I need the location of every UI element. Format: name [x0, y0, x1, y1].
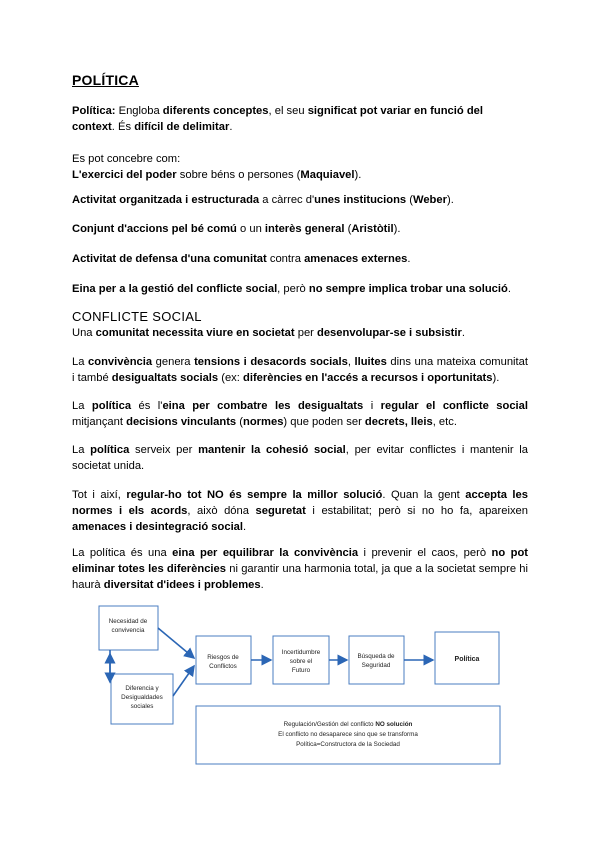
box3-line2: Conflictos [209, 663, 237, 670]
paragraph-balance: La política és una eina per equilibrar la convivència i prevenir el caos, però no pot eliminar totes les diferències ni garantir una harmonia total, ja que a la societat sempre hi haurà diversitat d'idees i problemes. [72, 547, 529, 591]
paragraph-exercise-of-power: Es pot concebre com: L'exercici del poder sobre béns o persones (Maquiavel). [72, 153, 362, 181]
paragraph-regulation: Tot i així, regular-ho tot NO és sempre la millor solució. Quan la gent accepta les normes i els acords, això dóna seguretat i estabilitat; però si no ho fa, apareixen amenaces i desintegració social. [72, 489, 528, 533]
box2-line1: Diferencia y [125, 685, 159, 692]
paragraph-definition: Política: Engloba diferents conceptes, el seu significat pot variar en funció del context. És difícil de delimitar. [72, 105, 483, 133]
summary-line1: Regulación/Gestión del conflicto NO solución [283, 721, 413, 728]
paragraph-organized-activity: Activitat organitzada i estructurada a càrrec d'unes institucions (Weber). [72, 194, 454, 206]
paragraph-coexistence: La convivència genera tensions i desacords socials, lluites dins una mateixa comunitat i també desigualtats socials (ex: diferències en l'accés a recursos i oportunitats). [72, 356, 528, 384]
box1-line1: Necesidad de [108, 618, 148, 625]
summary-line2: El conflicto no desaparece sino que se transforma [278, 731, 418, 738]
box6-label: Política [454, 656, 480, 663]
box5-line2: Seguridad [361, 662, 391, 669]
arrow-need-to-risks [158, 628, 194, 658]
paragraph-social-cohesion: La política serveix per mantenir la cohesió social, per evitar conflictes i mantenir la societat unida. [72, 444, 528, 472]
paragraph-defense: Activitat de defensa d'una comunitat contra amenaces externes. [72, 253, 411, 265]
page-title: POLÍTICA [72, 72, 139, 88]
paragraph-conflict-management: Eina per a la gestió del conflicte social, però no sempre implica trobar una solució. [72, 283, 511, 295]
paragraph-common-good: Conjunt d'accions pel bé comú o un interès general (Aristòtil). [72, 223, 401, 235]
box1-line2: convivencia [111, 627, 145, 634]
box-security-search [349, 636, 404, 684]
box4-line1: Incertidumbre [281, 649, 321, 656]
section-heading-conflicte-social: CONFLICTE SOCIAL [72, 309, 202, 324]
arrow-inequalities-to-risks [173, 666, 194, 696]
paragraph-community: Una comunitat necessita viure en societat per desenvolupar-se i subsistir. [72, 327, 465, 339]
box2-line3: sociales [130, 703, 154, 710]
box2-line2: Desigualdades [121, 694, 163, 701]
box4-line2: sobre el [289, 658, 313, 665]
box5-line1: Búsqueda de [357, 653, 395, 660]
box4-line3: Futuro [291, 667, 311, 674]
summary-line3: Política=Constructora de la Sociedad [296, 741, 400, 748]
flow-diagram [96, 596, 520, 782]
box3-line1: Riesgos de [207, 654, 239, 661]
paragraph-politics-tool: La política és l'eina per combatre les desigualtats i regular el conflicte social mitjançant decisions vinculants (normes) que poden ser decrets, lleis, etc. [72, 400, 528, 428]
